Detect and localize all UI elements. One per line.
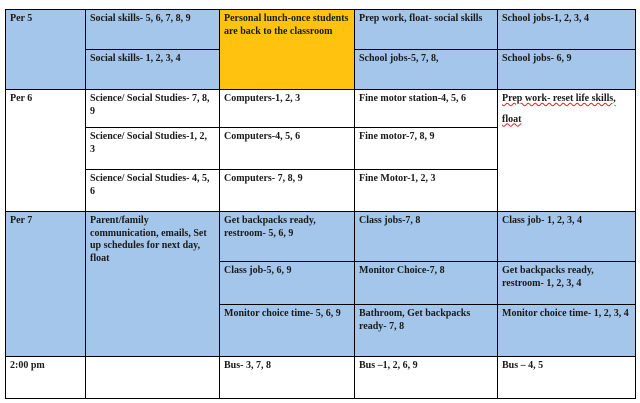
- cutoff-text-fragment: [380, 0, 470, 3]
- time200-col5: Bus – 4, 5: [497, 356, 635, 398]
- grid-line: [5, 9, 6, 399]
- per7-col3-b: Class job-5, 6, 9: [219, 261, 354, 304]
- per5-col4-top: Prep work, float- social skills: [354, 9, 497, 49]
- per7-col4-b: Monitor Choice-7, 8: [354, 261, 497, 304]
- per5-col5-bottom: School jobs- 6, 9: [497, 49, 635, 89]
- per7-col2: Parent/family communication, emails, Set up schedules for next day, float: [85, 211, 219, 356]
- per6-col5-line2: float: [502, 113, 522, 125]
- grid-line: [5, 211, 636, 212]
- per7-col5-b: Get backpacks ready, restroom- 1, 2, 3, 4: [497, 261, 635, 304]
- grid-line: [85, 9, 86, 399]
- time200-col4: Bus –1, 2, 6, 9: [354, 356, 497, 398]
- per6-col3-a: Computers-1, 2, 3: [219, 89, 354, 127]
- per6-col4-b: Fine motor-7, 8, 9: [354, 127, 497, 169]
- per7-col5-a: Class job- 1, 2, 3, 4: [497, 211, 635, 261]
- grid-line: [85, 49, 219, 50]
- per6-col5-line1: Prep work- reset life skills,: [502, 93, 616, 104]
- per7-col3-c: Monitor choice time- 5, 6, 9: [219, 304, 354, 356]
- per7-col5-c: Monitor choice time- 1, 2, 3, 4: [497, 304, 635, 356]
- grid-line: [5, 356, 636, 357]
- per6-col4-a: Fine motor station-4, 5, 6: [354, 89, 497, 127]
- per6-col5: [497, 89, 635, 211]
- per6-col3-c: Computers- 7, 8, 9: [219, 169, 354, 211]
- time200-col2: [85, 356, 219, 398]
- grid-line: [219, 304, 636, 305]
- grid-line: [5, 9, 636, 10]
- per5-lunch-cell: Personal lunch-once students are back to the classroom: [219, 9, 354, 89]
- grid-line: [85, 127, 497, 128]
- per7-col4-c: Bathroom, Get backpacks ready- 7, 8: [354, 304, 497, 356]
- grid-line: [635, 9, 636, 399]
- per6-col2-a: Science/ Social Studies- 7, 8, 9: [85, 89, 219, 127]
- per7-col3-a: Get backpacks ready, restroom- 5, 6, 9: [219, 211, 354, 261]
- per5-col5-top: School jobs-1, 2, 3, 4: [497, 9, 635, 49]
- time-cell-200pm: 2:00 pm: [5, 356, 85, 398]
- per5-col2-bottom: Social skills- 1, 2, 3, 4: [85, 49, 219, 89]
- time-cell-per7: Per 7: [5, 211, 85, 356]
- per7-col4-a: Class jobs-7, 8: [354, 211, 497, 261]
- grid-line: [354, 49, 636, 50]
- per6-col4-c: Fine Motor-1, 2, 3: [354, 169, 497, 211]
- grid-line: [85, 169, 497, 170]
- time-cell-per5: Per 5: [5, 9, 85, 89]
- grid-line: [497, 9, 498, 399]
- per6-col2-b: Science/ Social Studies-1, 2, 3: [85, 127, 219, 169]
- grid-line: [219, 261, 636, 262]
- grid-line: [5, 398, 636, 399]
- grid-line: [219, 9, 220, 399]
- per6-col3-b: Computers-4, 5, 6: [219, 127, 354, 169]
- time200-col3: Bus- 3, 7, 8: [219, 356, 354, 398]
- per5-col2-top: Social skills- 5, 6, 7, 8, 9: [85, 9, 219, 49]
- grid-line: [5, 89, 636, 90]
- per5-col4-bottom: School jobs-5, 7, 8,: [354, 49, 497, 89]
- time-cell-per6: Per 6: [5, 89, 85, 211]
- grid-line: [354, 9, 355, 399]
- per6-col2-c: Science/ Social Studies- 4, 5, 6: [85, 169, 219, 211]
